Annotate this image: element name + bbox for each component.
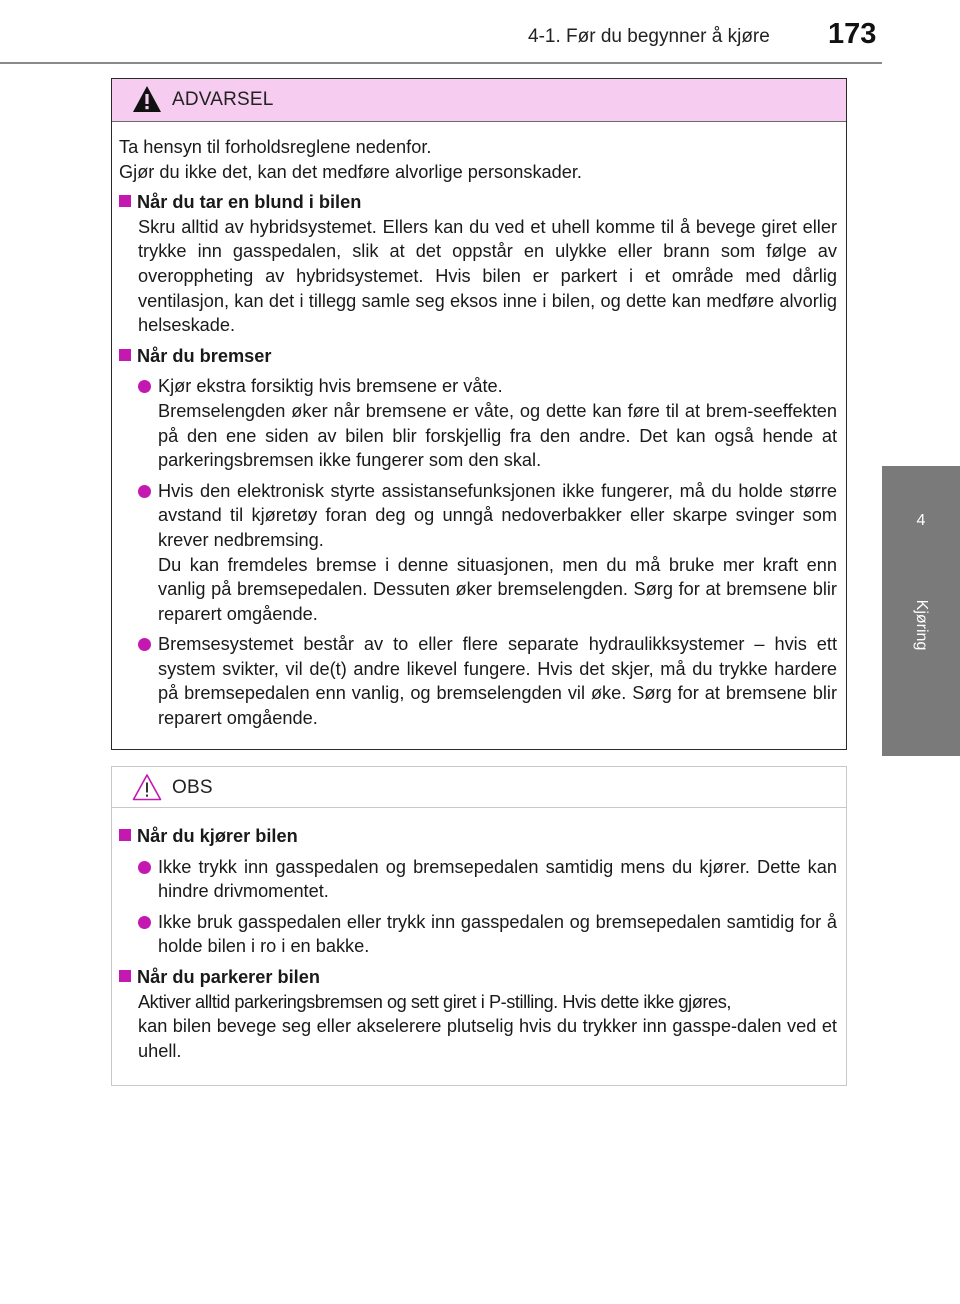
warning-header bbox=[112, 79, 846, 122]
square-bullet-icon bbox=[119, 195, 131, 207]
list-item bbox=[119, 855, 837, 904]
section-heading bbox=[119, 824, 837, 849]
bullet-text: Ikke bruk gasspedalen eller trykk inn gasspedalen og bremsepedalen samtidig for å holde bilen i ro i en bakke. bbox=[158, 911, 837, 957]
square-bullet-icon bbox=[119, 349, 131, 361]
section-heading bbox=[119, 965, 837, 990]
section-text: Skru alltid av hybridsystemet. Ellers kan du ved et uhell komme til å bevege giret eller trykke inn gasspedalen, slik at det oppstår en ulykke eller brann som følge av overoppheting av hybridsystemet. Hvis bilen er parkert i et område med dårlig ventilasjon, kan det i tillegg samle seg eksos inne i bilen, og dette kan medføre alvorlig helseskade. bbox=[138, 216, 837, 336]
caution-triangle-icon bbox=[132, 773, 162, 801]
round-bullet-icon bbox=[138, 485, 151, 498]
heading-text: Når du parkerer bilen bbox=[137, 966, 320, 987]
page-number: 173 bbox=[828, 18, 877, 50]
square-bullet-icon bbox=[119, 829, 131, 841]
bullet-text: Bremselengden øker når bremsene er våte, og dette kan føre til at brem-seeffekten på den ene siden av bilen blir forskjellig fra den andre. Det kan også hende at parkeringsbremsen ikke fungerer som den skal. bbox=[158, 400, 837, 471]
caution-box bbox=[111, 766, 847, 1086]
chapter-number: 4 bbox=[916, 512, 926, 529]
caution-body bbox=[112, 808, 846, 1063]
round-bullet-icon bbox=[138, 861, 151, 874]
bullet-text: Bremsesystemet består av to eller flere separate hydraulikksystemer – hvis ett system svikter, vil de(t) andre likevel fungere. Hvis det skjer, må du trykke hardere på bremsepedalen enn vanlig, og bremselengden vil øke. Sørg for at bremsene blir reparert omgående. bbox=[158, 634, 837, 729]
list-item bbox=[119, 374, 837, 472]
warning-box bbox=[111, 78, 847, 750]
warning-title: ADVARSEL bbox=[172, 89, 274, 110]
section-text-line: kan bilen bevege seg eller akselerere plutselig hvis du trykker inn gasspe-dalen ved et uhell. bbox=[138, 1016, 837, 1061]
warning-intro-1: Ta hensyn til forholdsreglene nedenfor. bbox=[119, 137, 432, 157]
warning-intro-2: Gjør du ikke det, kan det medføre alvorlige personskader. bbox=[119, 161, 582, 182]
warning-triangle-icon bbox=[132, 85, 162, 113]
bullet-text: Hvis den elektronisk styrte assistansefunksjonen ikke fungerer, må du holde større avstand til kjøretøy foran deg og unngå nedoverbakker eller skarpe svinger som krever nedbremsing. bbox=[158, 480, 837, 550]
header-divider bbox=[0, 62, 882, 64]
warning-body bbox=[112, 122, 846, 731]
heading-text: Når du kjører bilen bbox=[137, 826, 298, 846]
heading-text: Når du bremser bbox=[137, 345, 272, 366]
bullet-text: Kjør ekstra forsiktig hvis bremsene er våte. bbox=[158, 376, 503, 397]
section-text bbox=[119, 990, 837, 1064]
list-item bbox=[119, 632, 837, 730]
list-item bbox=[119, 479, 837, 627]
round-bullet-icon bbox=[138, 916, 151, 929]
round-bullet-icon bbox=[138, 380, 151, 393]
square-bullet-icon bbox=[119, 970, 131, 982]
heading-text: Når du tar en blund i bilen bbox=[137, 192, 362, 213]
section-heading bbox=[119, 344, 837, 369]
section-title: 4-1. Før du begynner å kjøre bbox=[528, 26, 770, 47]
round-bullet-icon bbox=[138, 638, 151, 651]
section-heading bbox=[119, 190, 837, 215]
caution-title: OBS bbox=[172, 777, 213, 798]
chapter-label: Kjøring bbox=[913, 599, 930, 651]
caution-header bbox=[112, 767, 846, 808]
list-item bbox=[119, 910, 837, 959]
chapter-tab bbox=[882, 466, 960, 756]
section-text-line: Aktiver alltid parkeringsbremsen og sett giret i P-stilling. Hvis dette ikke gjøres, bbox=[138, 991, 731, 1012]
bullet-text: Ikke trykk inn gasspedalen og bremsepedalen samtidig mens du kjører. Dette kan hindre drivmomentet. bbox=[158, 856, 837, 902]
bullet-text: Du kan fremdeles bremse i denne situasjonen, men du må bruke mer kraft enn vanlig på bremsepedalen. Dessuten øker bremselengden. Sørg for at bremsene blir reparert omgående. bbox=[158, 554, 837, 624]
